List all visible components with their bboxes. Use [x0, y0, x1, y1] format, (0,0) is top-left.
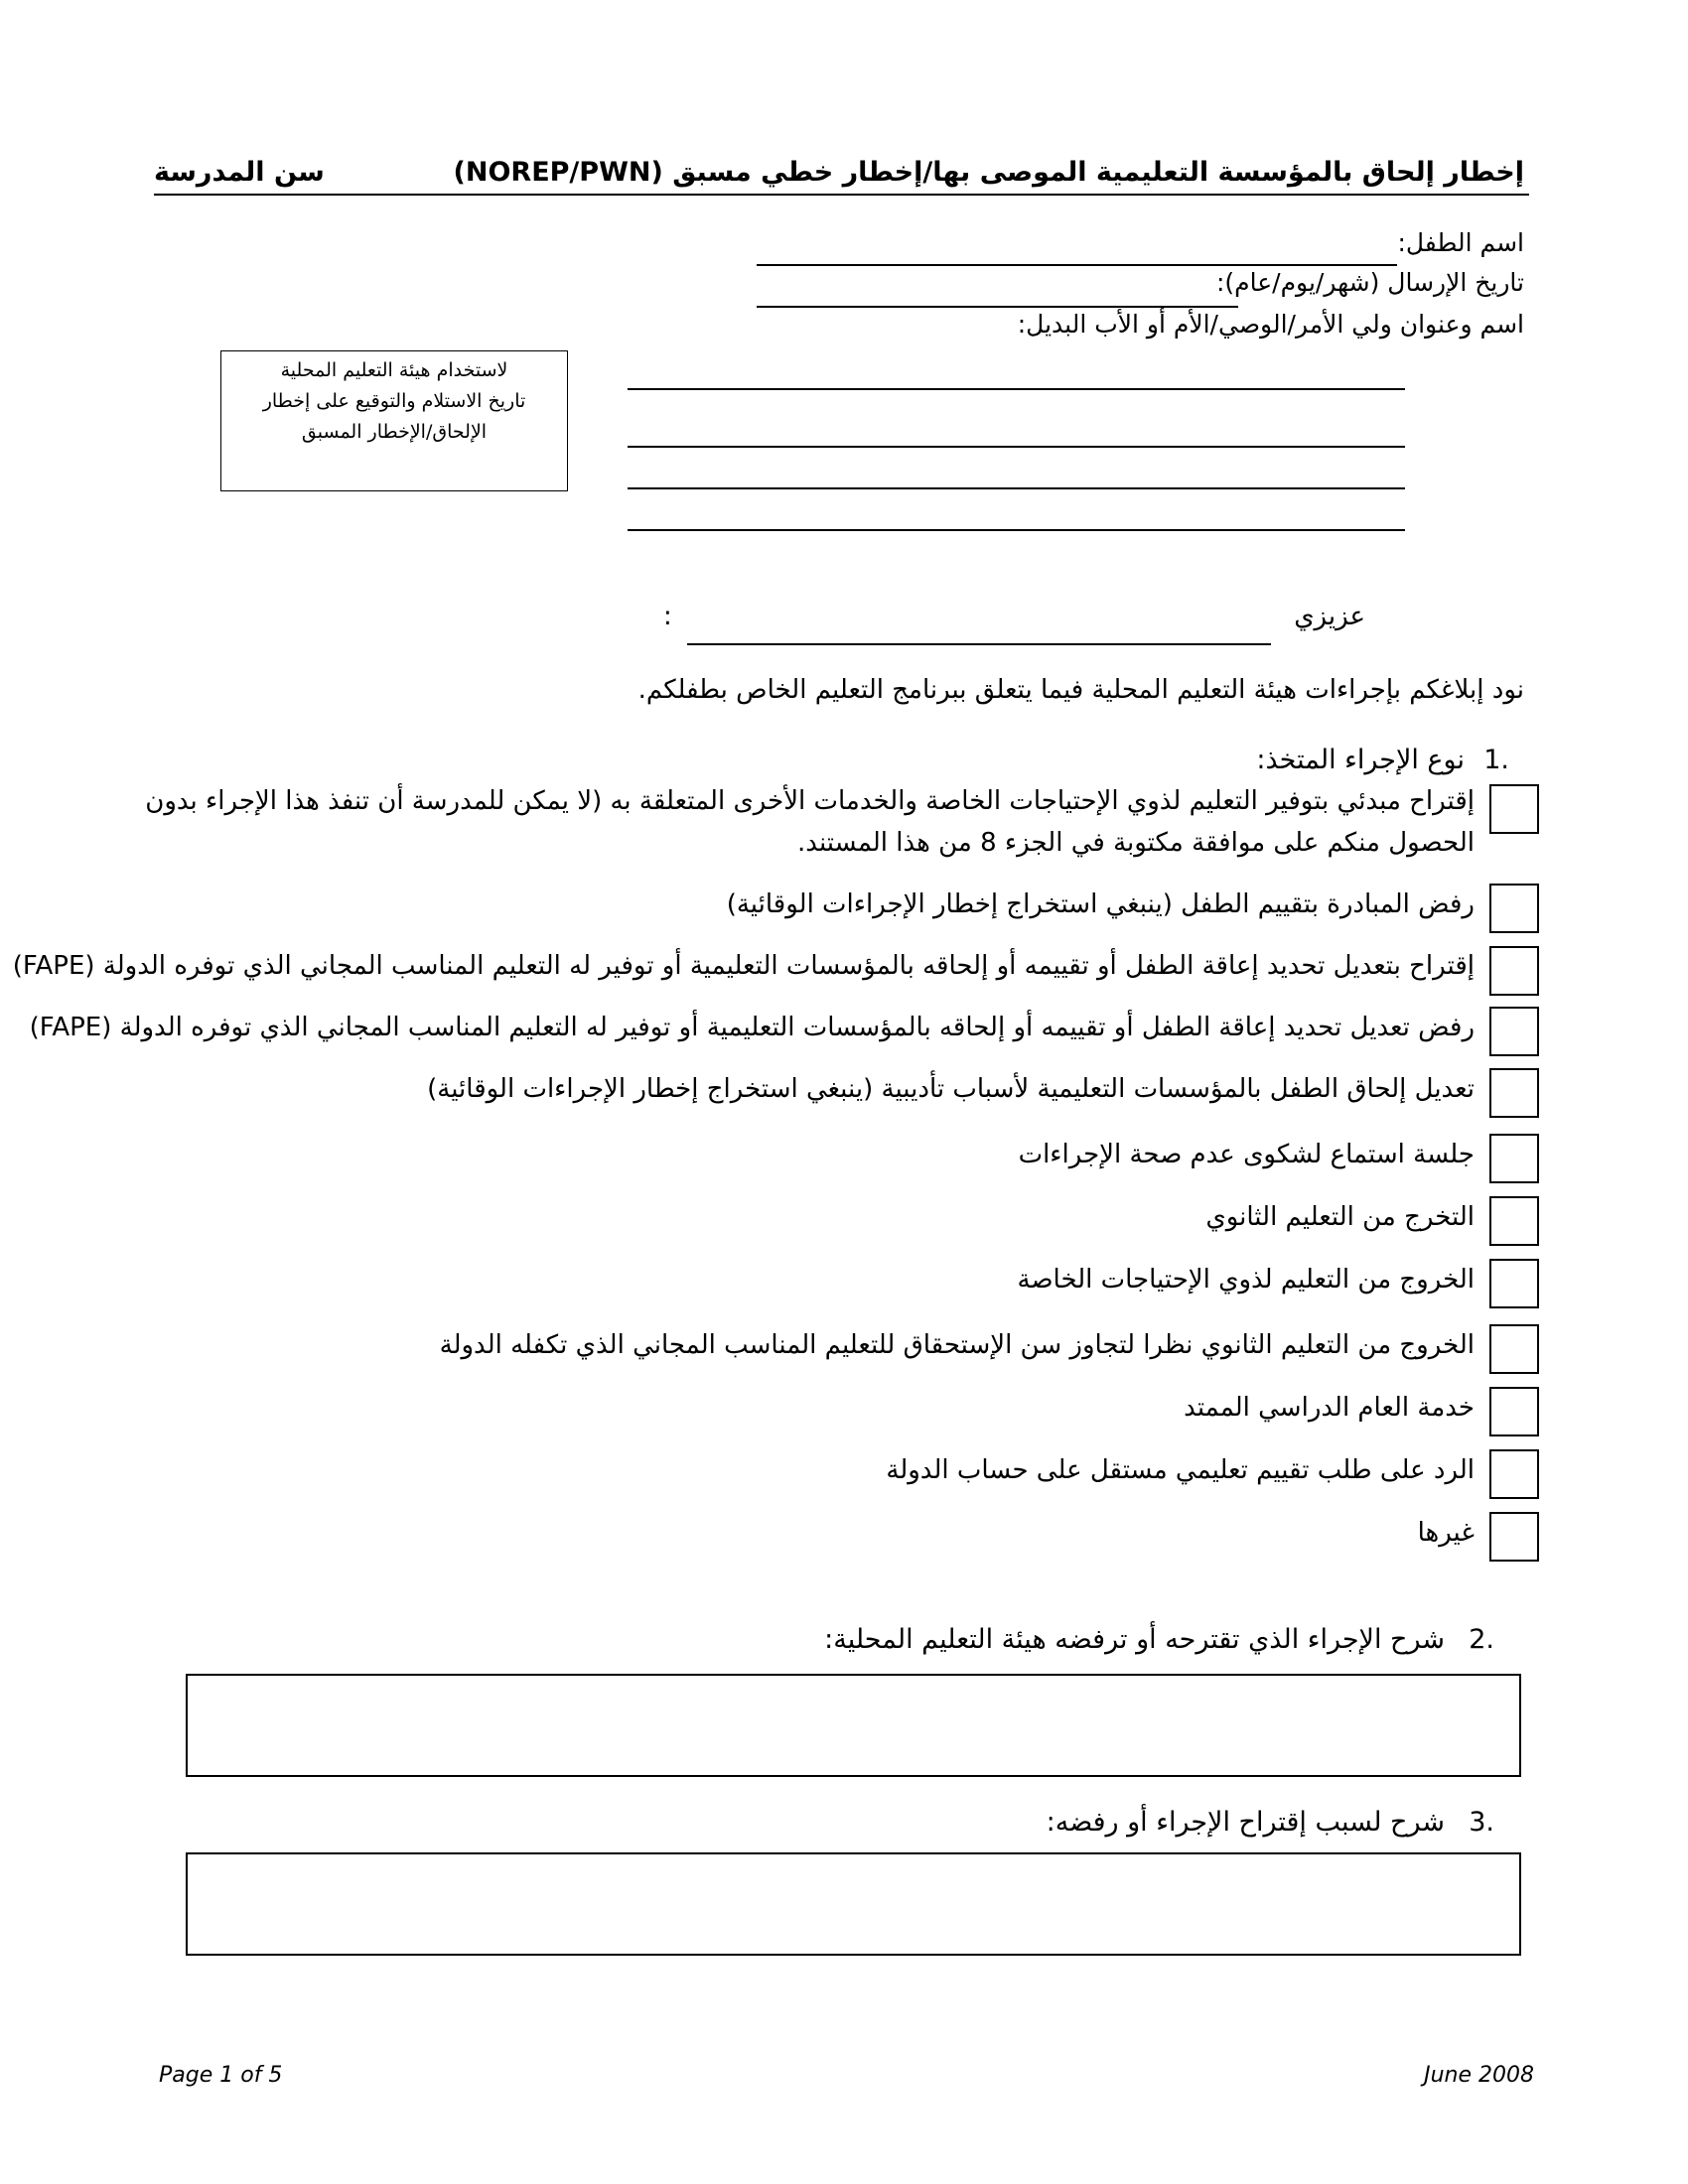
section-1-number: 1. — [1483, 745, 1509, 775]
option-graduation: التخرج من التعليم الثانوي — [1205, 1202, 1475, 1232]
option-due-process-hearing: جلسة استماع لشكوى عدم صحة الإجراءات — [1018, 1140, 1475, 1169]
option-other: غيرها — [1417, 1518, 1475, 1548]
checkbox-due-process-hearing[interactable] — [1489, 1134, 1539, 1183]
option-refuse-change-fape: رفض تعديل تحديد إعاقة الطفل أو تقييمه أو إلحاقه بالمؤسسات التعليمية أو توفير له التعليم المناسب المجاني الذي توفره الدولة (FAPE) — [29, 1013, 1475, 1042]
section-1-title: نوع الإجراء المتخذ: — [1256, 745, 1465, 775]
option-propose-change-fape: إقتراح بتعديل تحديد إعاقة الطفل أو تقييمه أو إلحاقه بالمؤسسات التعليمية أو توفير له التعليم المناسب المجاني الذي توفره الدولة (FAPE) — [12, 951, 1475, 981]
section-3-answer-box[interactable] — [186, 1852, 1521, 1956]
lea-box-line-2: تاريخ الاستلام والتوقيع على إخطار — [262, 390, 526, 412]
checkbox-extended-school-year[interactable] — [1489, 1387, 1539, 1436]
checkbox-other[interactable] — [1489, 1512, 1539, 1562]
option-refuse-evaluation: رفض المبادرة بتقييم الطفل (ينبغي استخراج إخطار الإجراءات الوقائية) — [726, 889, 1475, 919]
section-2-answer-box[interactable] — [186, 1674, 1521, 1777]
child-name-line[interactable] — [757, 264, 1397, 266]
checkbox-initial-proposal[interactable] — [1489, 784, 1539, 834]
option-exit-special-education: الخروج من التعليم لذوي الإحتياجات الخاصة — [1017, 1265, 1475, 1295]
address-line-4[interactable] — [628, 529, 1405, 531]
option-extended-school-year: خدمة العام الدراسي الممتد — [1184, 1393, 1475, 1423]
checkbox-refuse-evaluation[interactable] — [1489, 884, 1539, 933]
address-line-1[interactable] — [628, 388, 1405, 390]
salutation-colon: : — [663, 602, 672, 631]
section-2-number: 2. — [1469, 1624, 1494, 1655]
lea-box-line-3: الإلحاق/الإخطار المسبق — [301, 421, 488, 443]
checkbox-independent-evaluation[interactable] — [1489, 1449, 1539, 1499]
school-age-label: سن المدرسة — [154, 157, 325, 188]
lea-use-box — [220, 350, 568, 491]
date-sent-label: تاريخ الإرسال (شهر/يوم/عام): — [1215, 268, 1524, 297]
lea-box-line-1: لاستخدام هيئة التعليم المحلية — [280, 359, 508, 381]
date-sent-line[interactable] — [757, 306, 1238, 308]
address-line-3[interactable] — [628, 487, 1405, 489]
footer-page-number: Page 1 of 5 — [159, 2063, 283, 2088]
checkbox-exit-special-education[interactable] — [1489, 1259, 1539, 1308]
salutation-name-line[interactable] — [687, 643, 1271, 645]
document-title: إخطار إلحاق بالمؤسسة التعليمية الموصى بها/إخطار خطي مسبق (NOREP/PWN) — [453, 157, 1524, 188]
option-exit-age-eligibility: الخروج من التعليم الثانوي نظرا لتجاوز سن الإستحقاق للتعليم المناسب المجاني الذي تكفله الدولة — [439, 1330, 1475, 1360]
checkbox-exit-age-eligibility[interactable] — [1489, 1324, 1539, 1374]
footer-date: June 2008 — [1424, 2063, 1534, 2088]
section-2-title: شرح الإجراء الذي تقترحه أو ترفضه هيئة التعليم المحلية: — [824, 1624, 1445, 1655]
checkbox-refuse-change-fape[interactable] — [1489, 1007, 1539, 1056]
option-disciplinary-placement: تعديل إلحاق الطفل بالمؤسسات التعليمية لأسباب تأديبية (ينبغي استخراج إخطار الإجراءات الوقائية) — [427, 1074, 1475, 1104]
option-independent-evaluation: الرد على طلب تقييم تعليمي مستقل على حساب الدولة — [886, 1455, 1475, 1485]
address-line-2[interactable] — [628, 446, 1405, 448]
checkbox-graduation[interactable] — [1489, 1196, 1539, 1246]
checkbox-propose-change-fape[interactable] — [1489, 946, 1539, 996]
child-name-label: اسم الطفل: — [1397, 228, 1524, 257]
intro-paragraph: نود إبلاغكم بإجراءات هيئة التعليم المحلية فيما يتعلق ببرنامج التعليم الخاص بطفلكم. — [637, 675, 1524, 705]
salutation-dear: عزيزي — [1294, 602, 1365, 631]
parent-name-address-label: اسم وعنوان ولي الأمر/الوصي/الأم أو الأب البديل: — [1017, 310, 1524, 339]
checkbox-disciplinary-placement[interactable] — [1489, 1068, 1539, 1118]
section-3-number: 3. — [1469, 1807, 1494, 1838]
section-3-title: شرح لسبب إقتراح الإجراء أو رفضه: — [1046, 1807, 1445, 1838]
header-rule — [154, 194, 1529, 196]
option-initial-proposal: إقتراح مبدئي بتوفير التعليم لذوي الإحتياجات الخاصة والخدمات الأخرى المتعلقة به (لا يمكن للمدرسة أن تنفذ هذا الإجراء بدون الحصول منكم على موافقة مكتوبة في الجزء 8 من هذا المستند. — [145, 786, 1475, 858]
